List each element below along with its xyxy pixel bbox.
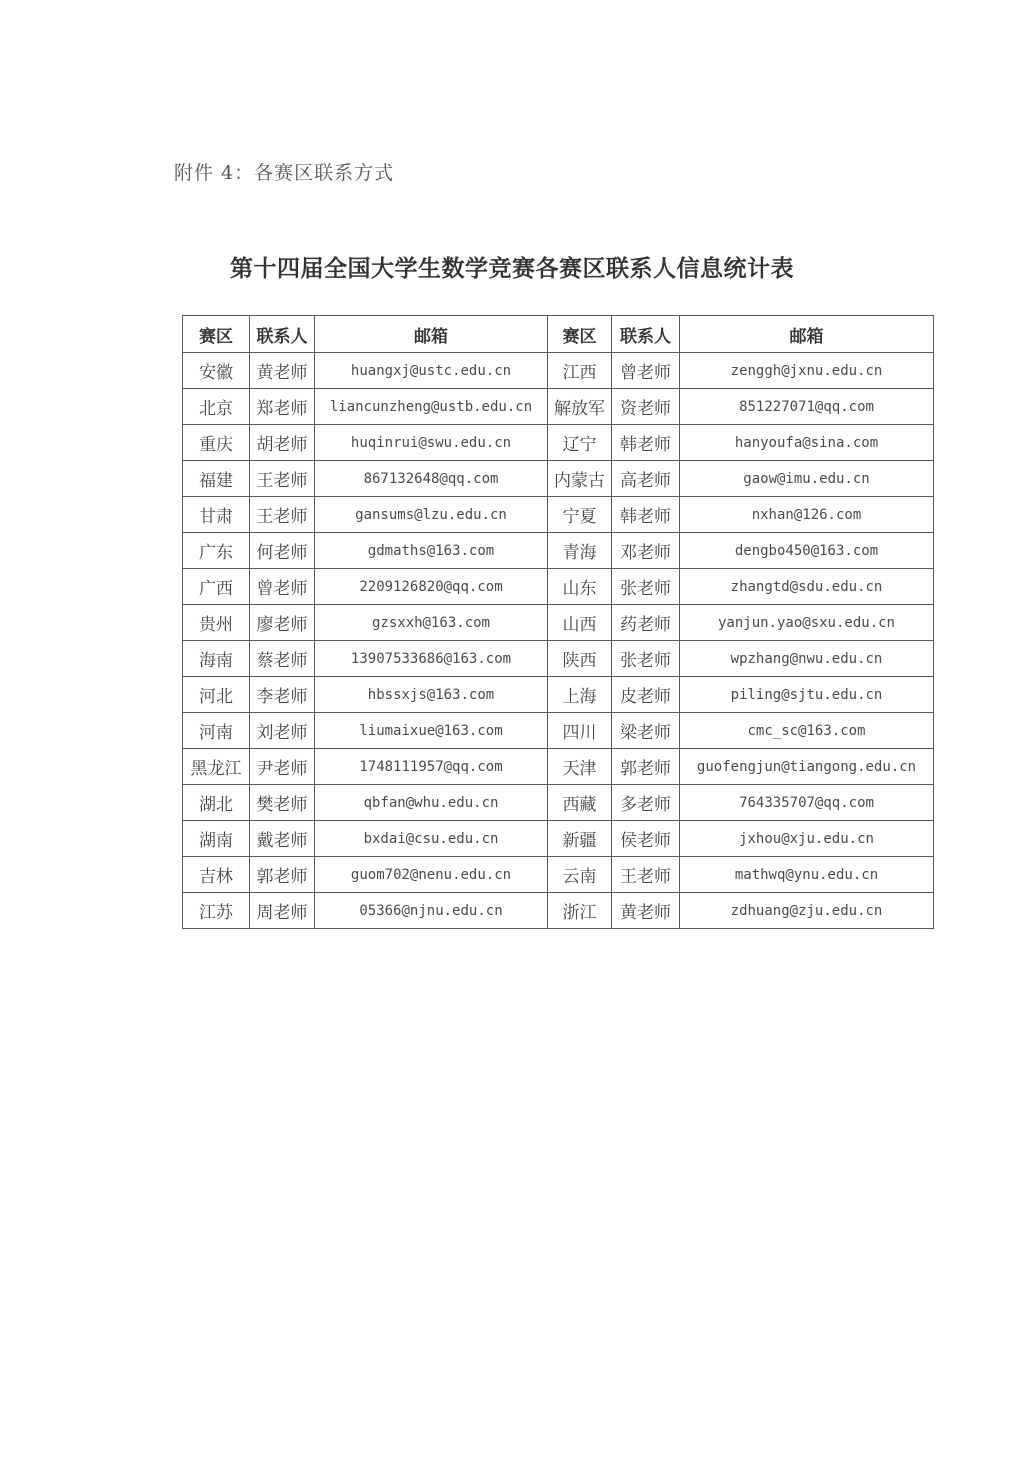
email-cell: gzsxxh@163.com [315,605,548,641]
email-cell: wpzhang@nwu.edu.cn [680,641,934,677]
region-cell: 天津 [548,749,612,785]
email-cell: liancunzheng@ustb.edu.cn [315,389,548,425]
email-cell: nxhan@126.com [680,497,934,533]
contact-cell: 樊老师 [250,785,315,821]
email-cell: huqinrui@swu.edu.cn [315,425,548,461]
table-header-row [183,316,934,353]
contact-cell: 黄老师 [250,353,315,389]
contact-cell: 李老师 [250,677,315,713]
contact-cell: 郭老师 [250,857,315,893]
email-cell: piling@sjtu.edu.cn [680,677,934,713]
contact-cell: 郭老师 [612,749,680,785]
email-cell: hanyoufa@sina.com [680,425,934,461]
contact-cell: 张老师 [612,641,680,677]
table-body [183,353,934,929]
contact-cell: 药老师 [612,605,680,641]
region-cell: 甘肃 [183,497,250,533]
contact-cell: 多老师 [612,785,680,821]
header-email: 邮箱 [680,316,934,353]
table-row [183,821,934,857]
table-row [183,641,934,677]
email-cell: cmc_sc@163.com [680,713,934,749]
contact-cell: 王老师 [250,497,315,533]
contact-cell: 黄老师 [612,893,680,929]
region-cell: 黑龙江 [183,749,250,785]
table-row [183,353,934,389]
email-cell: gaow@imu.edu.cn [680,461,934,497]
contact-cell: 尹老师 [250,749,315,785]
contact-cell: 王老师 [612,857,680,893]
contact-cell: 刘老师 [250,713,315,749]
contact-cell: 蔡老师 [250,641,315,677]
region-cell: 西藏 [548,785,612,821]
header-contact: 联系人 [250,316,315,353]
region-cell: 湖南 [183,821,250,857]
region-cell: 贵州 [183,605,250,641]
contacts-table [182,315,934,929]
region-cell: 广东 [183,533,250,569]
contact-cell: 韩老师 [612,497,680,533]
contact-cell: 廖老师 [250,605,315,641]
contact-cell: 邓老师 [612,533,680,569]
contact-cell: 曾老师 [612,353,680,389]
email-cell: gansums@lzu.edu.cn [315,497,548,533]
region-cell: 浙江 [548,893,612,929]
table-row [183,389,934,425]
region-cell: 湖北 [183,785,250,821]
table-row [183,461,934,497]
region-cell: 云南 [548,857,612,893]
email-cell: zenggh@jxnu.edu.cn [680,353,934,389]
email-cell: mathwq@ynu.edu.cn [680,857,934,893]
contact-cell: 梁老师 [612,713,680,749]
contact-cell: 韩老师 [612,425,680,461]
contact-cell: 胡老师 [250,425,315,461]
email-cell: liumaixue@163.com [315,713,548,749]
region-cell: 解放军 [548,389,612,425]
region-cell: 内蒙古 [548,461,612,497]
region-cell: 上海 [548,677,612,713]
email-cell: 2209126820@qq.com [315,569,548,605]
region-cell: 广西 [183,569,250,605]
region-cell: 新疆 [548,821,612,857]
region-cell: 海南 [183,641,250,677]
header-region: 赛区 [183,316,250,353]
region-cell: 安徽 [183,353,250,389]
email-cell: guom702@nenu.edu.cn [315,857,548,893]
email-cell: zhangtd@sdu.edu.cn [680,569,934,605]
contact-cell: 何老师 [250,533,315,569]
table-row [183,893,934,929]
region-cell: 宁夏 [548,497,612,533]
document-title: 第十四届全国大学生数学竞赛各赛区联系人信息统计表 [230,256,794,282]
email-cell: 1748111957@qq.com [315,749,548,785]
region-cell: 四川 [548,713,612,749]
email-cell: gdmaths@163.com [315,533,548,569]
header-email: 邮箱 [315,316,548,353]
header-contact: 联系人 [612,316,680,353]
table-row [183,713,934,749]
email-cell: 867132648@qq.com [315,461,548,497]
table-row [183,497,934,533]
contact-cell: 高老师 [612,461,680,497]
contact-cell: 郑老师 [250,389,315,425]
region-cell: 福建 [183,461,250,497]
region-cell: 河南 [183,713,250,749]
email-cell: zdhuang@zju.edu.cn [680,893,934,929]
table-row [183,533,934,569]
email-cell: hbssxjs@163.com [315,677,548,713]
region-cell: 青海 [548,533,612,569]
table-row [183,569,934,605]
email-cell: bxdai@csu.edu.cn [315,821,548,857]
header-region: 赛区 [548,316,612,353]
table-row [183,605,934,641]
region-cell: 河北 [183,677,250,713]
region-cell: 江苏 [183,893,250,929]
region-cell: 陕西 [548,641,612,677]
email-cell: 764335707@qq.com [680,785,934,821]
contact-cell: 王老师 [250,461,315,497]
region-cell: 北京 [183,389,250,425]
contact-cell: 曾老师 [250,569,315,605]
contact-cell: 皮老师 [612,677,680,713]
email-cell: dengbo450@163.com [680,533,934,569]
contact-cell: 周老师 [250,893,315,929]
table-row [183,785,934,821]
contact-cell: 侯老师 [612,821,680,857]
email-cell: huangxj@ustc.edu.cn [315,353,548,389]
contact-cell: 戴老师 [250,821,315,857]
email-cell: 13907533686@163.com [315,641,548,677]
email-cell: jxhou@xju.edu.cn [680,821,934,857]
region-cell: 吉林 [183,857,250,893]
email-cell: qbfan@whu.edu.cn [315,785,548,821]
email-cell: 05366@njnu.edu.cn [315,893,548,929]
region-cell: 重庆 [183,425,250,461]
table-row [183,857,934,893]
region-cell: 山东 [548,569,612,605]
email-cell: guofengjun@tiangong.edu.cn [680,749,934,785]
contact-cell: 张老师 [612,569,680,605]
region-cell: 山西 [548,605,612,641]
table-row [183,749,934,785]
contact-cell: 资老师 [612,389,680,425]
email-cell: 851227071@qq.com [680,389,934,425]
email-cell: yanjun.yao@sxu.edu.cn [680,605,934,641]
region-cell: 辽宁 [548,425,612,461]
attachment-label: 附件 4：各赛区联系方式 [174,162,395,184]
table-row [183,677,934,713]
table-row [183,425,934,461]
region-cell: 江西 [548,353,612,389]
